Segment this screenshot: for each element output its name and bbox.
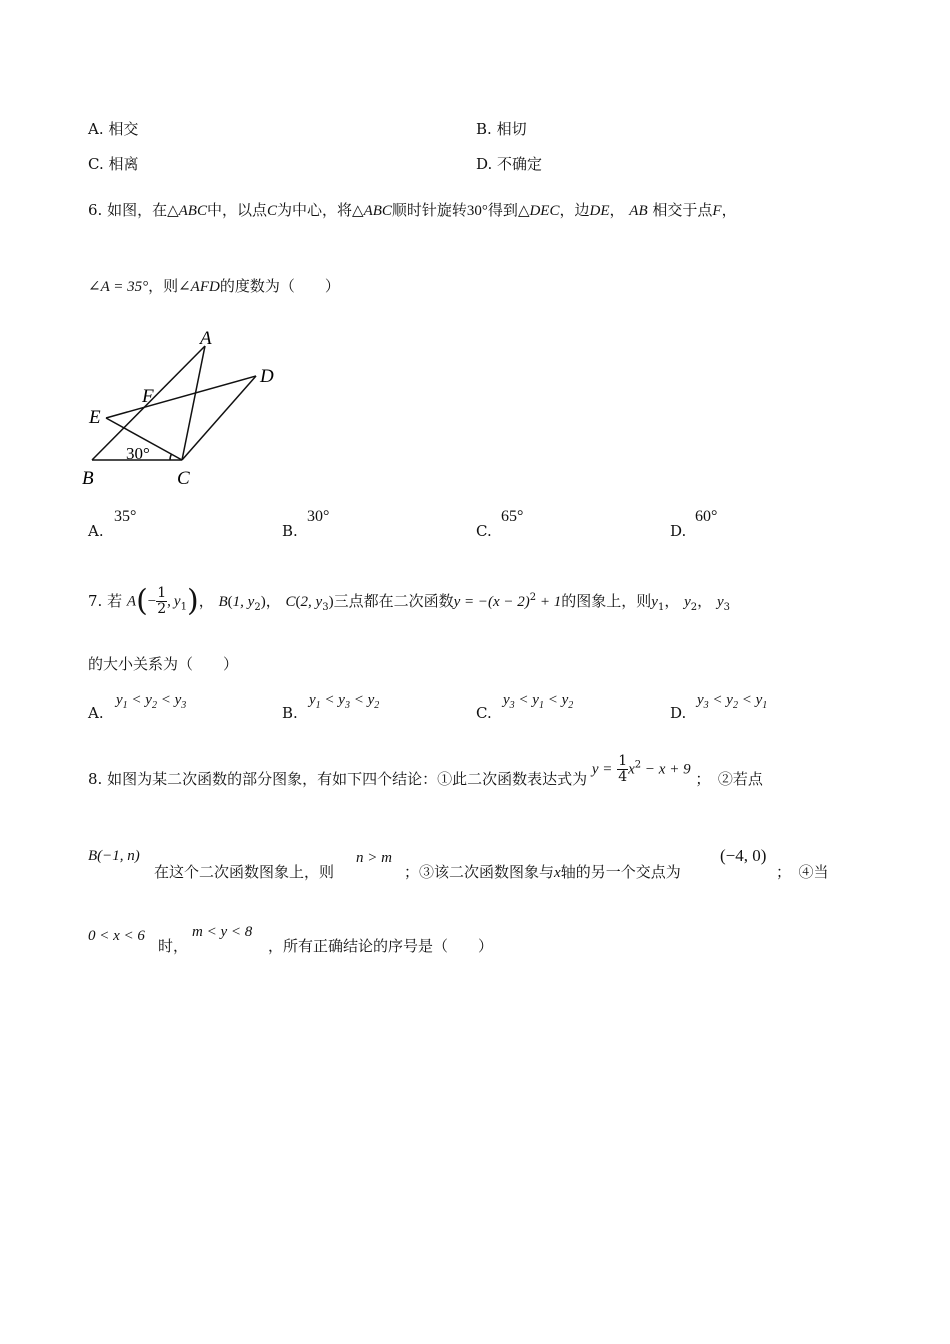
q7-point-a: A(− $\frac{1}{2}$ , $y_1$): [126, 583, 199, 619]
angle-arc: [170, 454, 172, 460]
q8-stem-line1: [88, 753, 763, 802]
q5-option-d-letter: D.: [476, 155, 493, 173]
q6-math-triangle-abc: △ABC: [352, 203, 392, 219]
q6-text: 得到: [487, 201, 518, 219]
q6-option-b-value: 30°: [307, 508, 330, 525]
q6-text: ，则: [148, 277, 179, 295]
q7-point-b-sub: 2: [254, 602, 261, 613]
q6-geometry-figure: [80, 326, 290, 486]
q5-option-a-text: 相交: [108, 120, 139, 138]
q7-point-a-name: A: [126, 593, 137, 610]
q7-y3-sub: 3: [723, 602, 730, 613]
q6-math-triangle-abc: △ABC: [167, 203, 207, 219]
sub: 3: [344, 700, 350, 711]
q7-option-b-letter: B.: [282, 704, 298, 722]
q7-text: ，: [664, 592, 680, 610]
q7-stem-line2: [88, 654, 238, 674]
q6-math-segment-ab: AB: [629, 203, 648, 219]
q6-math-point-c: C: [267, 203, 278, 219]
q6-number: 6.: [88, 201, 103, 219]
q6-option-d-letter: D.: [670, 522, 687, 540]
q7-function-exponent: 2: [529, 592, 537, 603]
q6-text: 的度数为（ ）: [219, 277, 340, 295]
q7-option-d-value: $y_3 < y_2 < y_1$: [697, 692, 768, 711]
q7-point-a-sub: 1: [180, 601, 187, 613]
q7-text: 若: [107, 592, 123, 610]
q7-option-c-letter: C.: [476, 704, 492, 722]
sub: 1: [122, 700, 128, 711]
q5-option-d[interactable]: [476, 154, 542, 174]
segment-dc: [182, 376, 256, 460]
q8-intersection-point: (−4, 0): [720, 846, 767, 865]
q7-frac-num: 1: [157, 585, 167, 602]
q7-function-tail: + 1: [536, 594, 562, 610]
segment-ed: [106, 376, 256, 418]
sub: 3: [703, 700, 709, 711]
q8-y-range: m < y < 8: [192, 924, 253, 940]
q6-text: 中，以点: [206, 201, 267, 219]
q8-x-range: 0 < x < 6: [88, 928, 145, 944]
label-f: F: [142, 386, 154, 407]
q8-text: ；③该二次函数图象与: [404, 863, 555, 881]
q8-expression: [592, 754, 691, 785]
q8-text-2: [404, 862, 681, 883]
q8-expr-sup: 2: [634, 759, 642, 771]
q8-inequality: n > m: [356, 850, 392, 866]
q5-option-a-letter: A.: [88, 120, 104, 138]
q8-number: 8.: [88, 770, 103, 788]
q6-math-angle: 30°: [466, 203, 488, 219]
label-a: A: [200, 328, 212, 349]
q7-y3: y: [716, 594, 724, 610]
sub: 1: [538, 700, 544, 711]
sub: 2: [732, 700, 738, 711]
q8-frac-den: 4: [618, 769, 628, 785]
q7-function: y = −(x − 2): [453, 594, 530, 610]
q5-option-c-text: 相离: [108, 155, 139, 173]
q8-point-b: B(−1, n): [88, 848, 140, 864]
q7-point-b-coords: 1, y: [232, 594, 255, 610]
q6-text: ，: [609, 201, 625, 219]
q6-text: 如图，在: [107, 201, 168, 219]
q7-option-d-letter: D.: [670, 704, 687, 722]
q8-text: 轴的另一个交点为: [560, 863, 681, 881]
q6-option-c-value: 65°: [501, 508, 524, 525]
q6-option-c-letter: C.: [476, 522, 492, 540]
q6-option-d-value: 60°: [695, 508, 718, 525]
q7-point-b-name: B: [218, 594, 228, 610]
q8-text: ； ②若点: [695, 770, 763, 788]
q8-text: 如图为某二次函数的部分图象，有如下四个结论：①此二次函数表达式为: [107, 770, 588, 788]
q6-math-condition: ∠A = 35°: [88, 279, 149, 295]
q6-math-segment-de: DE: [589, 203, 610, 219]
q7-frac-den: 2: [157, 601, 167, 618]
q7-text: ，: [198, 592, 214, 610]
label-e: E: [89, 407, 101, 428]
segment-ac: [182, 346, 205, 460]
q6-math-point-f: F: [712, 203, 722, 219]
q8-x-var: x: [554, 865, 561, 881]
q7-number: 7.: [88, 592, 103, 610]
q6-text: 相交于点: [652, 201, 713, 219]
q7-point-c-sub: 3: [322, 602, 329, 613]
q5-option-d-text: 不确定: [497, 155, 543, 173]
q6-math-target-angle: ∠AFD: [178, 279, 220, 295]
q8-fraction: [617, 754, 628, 785]
q6-option-a-value: 35°: [114, 508, 137, 525]
q7-option-a-letter: A.: [88, 704, 104, 722]
q6-stem-line2: [88, 276, 340, 297]
sub: 2: [151, 700, 157, 711]
label-d: D: [260, 366, 274, 387]
q7-y2: y: [684, 594, 691, 610]
sub: 1: [762, 700, 768, 711]
q7-option-b-value: $y_1 < y_3 < y_2$: [309, 692, 380, 711]
q7-point-c-name: C: [285, 594, 296, 610]
q8-text: 在这个二次函数图象上，则: [154, 863, 335, 881]
q7-text: 的图象上，则: [561, 592, 652, 610]
q7-y1-sub: 1: [657, 602, 665, 613]
sub: 2: [568, 700, 574, 711]
q6-stem-line1: [88, 200, 737, 221]
sub: 3: [509, 700, 515, 711]
q5-option-b-text: 相切: [496, 120, 527, 138]
q8-expr-x: x: [628, 761, 635, 778]
q8-expr-y: y =: [591, 761, 613, 778]
label-angle-30: 30°: [126, 444, 150, 463]
q8-expr-end: − x + 9: [641, 761, 691, 778]
q6-text: 顺时针旋转: [391, 201, 467, 219]
sub: 2: [374, 700, 380, 711]
label-b: B: [82, 468, 94, 486]
q6-figure-lines: [92, 346, 256, 460]
q7-minus: −: [147, 593, 157, 610]
q7-point-c-coords: 2, y: [300, 594, 323, 610]
q6-option-a-letter: A.: [88, 522, 104, 540]
q6-text: ，: [721, 201, 737, 219]
q7-stem-line1: 7. 若 A(− $\frac{1}{2}$ , $y_1$)， B(1, $y_2$)， C(2, $y_3$)三点都在二次函数$y = -(x - 2)^2 + 1$的图象上，则$y_1$， $y_2$， $y_3$: [88, 583, 730, 619]
q6-math-triangle-dec: △DEC: [517, 203, 560, 219]
sub: 3: [181, 700, 187, 711]
q7-fraction: [156, 586, 167, 617]
sub: 1: [315, 700, 321, 711]
q7-left-paren: (: [136, 583, 148, 619]
q8-frac-num: 1: [618, 753, 628, 769]
q5-option-b[interactable]: [476, 119, 527, 139]
q6-text: ，边: [559, 201, 590, 219]
q7-right-paren: ): [186, 583, 199, 619]
q8-text: ，所有正确结论的序号是（ ）: [268, 937, 494, 955]
q6-option-b-letter: B.: [282, 522, 298, 540]
q5-option-c-letter: C.: [88, 155, 104, 173]
q7-y1: y: [651, 594, 658, 610]
q7-option-c-value: $y_3 < y_1 < y_2$: [503, 692, 574, 711]
q7-point-a-y: y: [173, 593, 181, 610]
label-c: C: [177, 468, 190, 486]
q8-text: 时，: [158, 937, 189, 955]
q5-option-a[interactable]: [88, 119, 138, 139]
q7-y2-sub: 2: [690, 602, 698, 613]
q7-text: 三点都在二次函数: [333, 592, 454, 610]
q7-text: ，: [697, 592, 713, 610]
q7-text: ，: [265, 592, 281, 610]
q5-option-b-letter: B.: [476, 120, 492, 138]
q7-option-a-value: $y_1 < y_2 < y_3$: [116, 692, 187, 711]
q8-text: ； ④当: [776, 863, 829, 881]
q7-text: 的大小关系为（ ）: [88, 655, 239, 673]
q5-option-c[interactable]: [88, 154, 139, 174]
q6-text: 为中心，将: [277, 201, 353, 219]
